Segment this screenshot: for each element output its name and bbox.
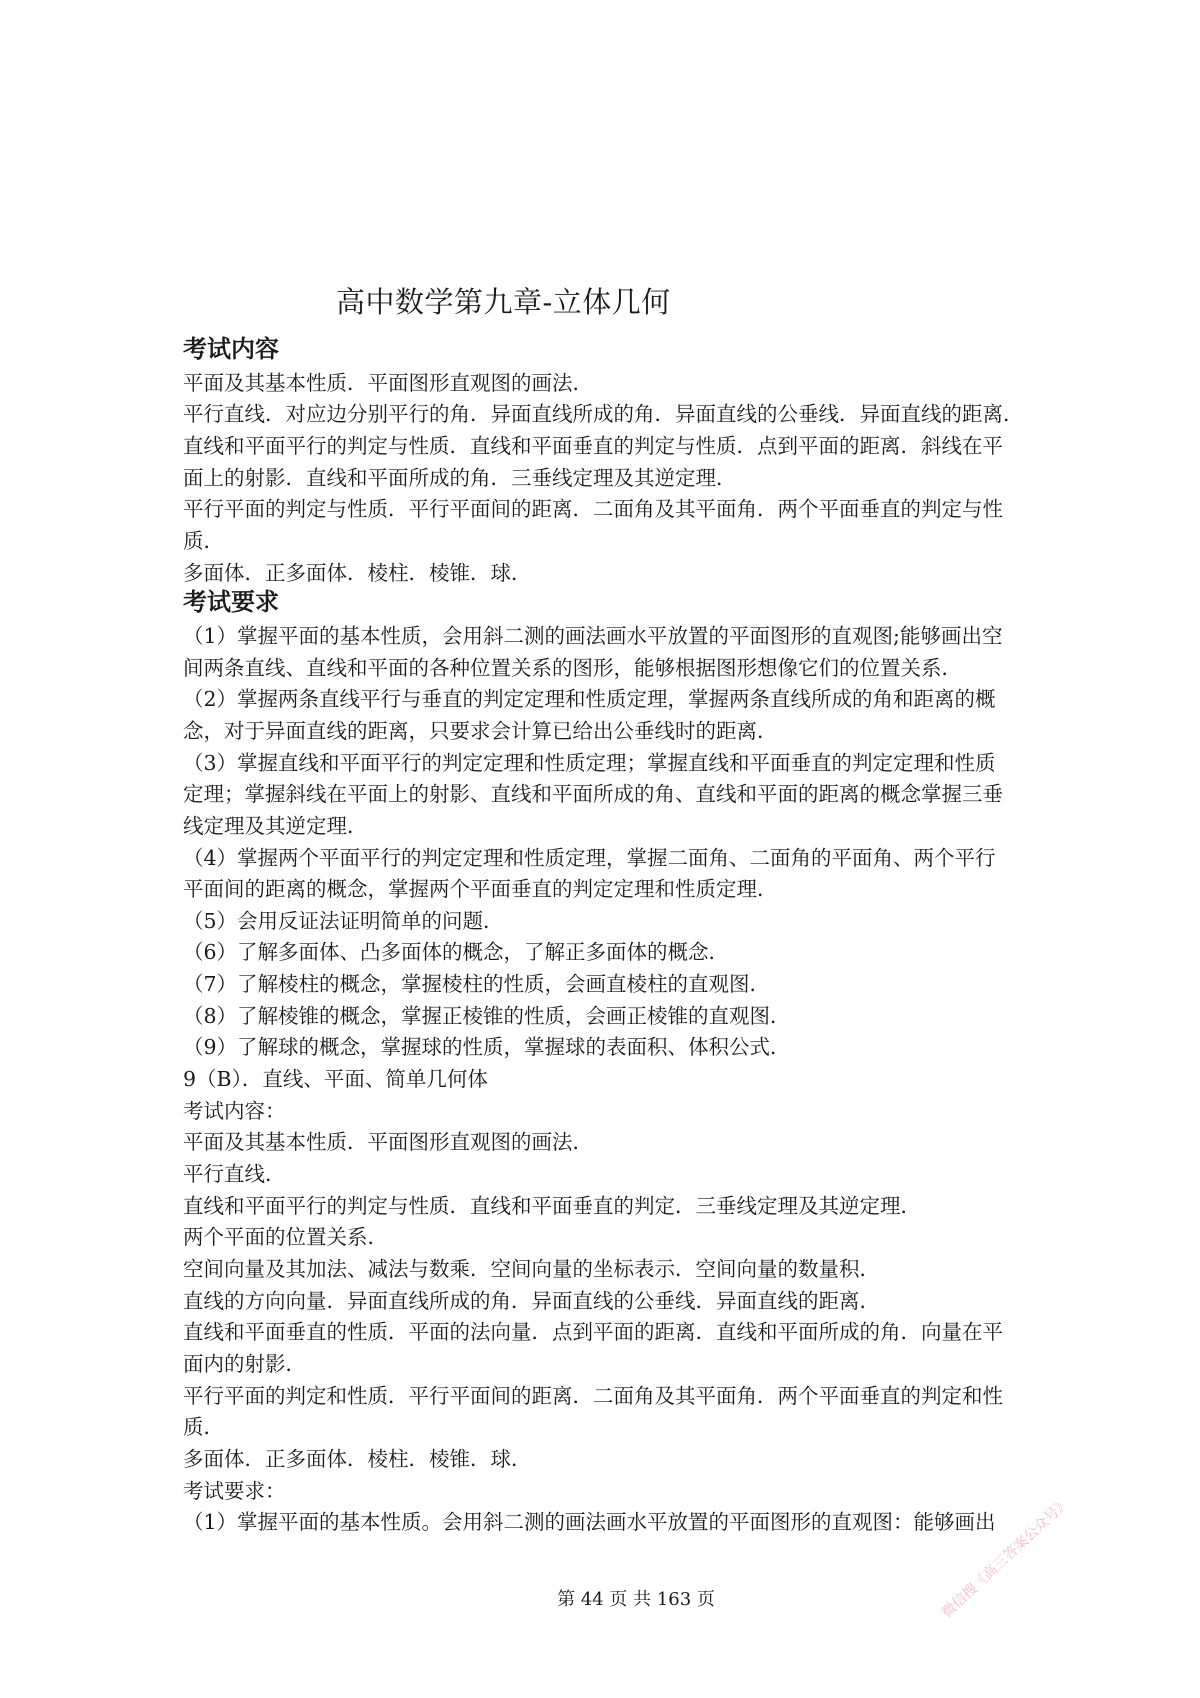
text-line: 平面及其基本性质．平面图形直观图的画法． (183, 370, 593, 395)
section-subtitle: 9（B）．直线、平面、简单几何体 (183, 1067, 488, 1092)
text-line: 质． (183, 528, 224, 553)
text-line: 多面体．正多面体．棱柱．棱锥．球． (183, 560, 532, 585)
requirement-line: （8）了解棱锥的概念，掌握正棱锥的性质，会画正棱锥的直观图． (183, 1003, 791, 1028)
requirement-line: 平面间的距离的概念，掌握两个平面垂直的判定定理和性质定理． (183, 877, 778, 902)
requirement-line: 间两条直线、直线和平面的各种位置关系的图形，能够根据图形想像它们的位置关系． (183, 655, 962, 680)
requirement-line: 线定理及其逆定理． (183, 813, 368, 838)
requirement-line: （9）了解球的概念，掌握球的性质，掌握球的表面积、体积公式． (183, 1035, 791, 1060)
requirement-line: （3）掌握直线和平面平行的判定定理和性质定理；掌握直线和平面垂直的判定定理和性质 (183, 750, 996, 775)
text-line: 空间向量及其加法、减法与数乘．空间向量的坐标表示．空间向量的数量积． (183, 1257, 880, 1282)
text-line: 直线和平面平行的判定与性质．直线和平面垂直的判定与性质．点到平面的距离．斜线在平 (183, 433, 1003, 458)
requirement-line: （1）掌握平面的基本性质，会用斜二测的画法画水平放置的平面图形的直观图;能够画出空 (183, 623, 1003, 648)
text-line: 两个平面的位置关系． (183, 1225, 388, 1250)
text-line: 质． (183, 1415, 224, 1440)
requirement-line: （1）掌握平面的基本性质。会用斜二测的画法画水平放置的平面图形的直观图：能够画出 (183, 1510, 996, 1535)
text-line: 面内的射影． (183, 1352, 306, 1376)
text-line: 平行直线． (183, 1162, 286, 1187)
exam-content-label: 考试内容： (183, 1098, 286, 1123)
exam-content-heading: 考试内容 (183, 334, 279, 363)
exam-requirements-heading: 考试要求 (183, 587, 279, 617)
requirement-line: 念，对于异面直线的距离，只要求会计算已给出公垂线时的距离． (183, 718, 778, 743)
text-line: 平行直线．对应边分别平行的角．异面直线所成的角．异面直线的公垂线．异面直线的距离． (183, 402, 1024, 427)
page-number-footer: 第 44 页 共 163 页 (557, 1589, 715, 1610)
text-line: 多面体．正多面体．棱柱．棱锥．球． (183, 1446, 532, 1471)
text-line: 平行平面的判定与性质．平行平面间的距离．二面角及其平面角．两个平面垂直的判定与性 (183, 497, 1003, 522)
requirement-line: （4）掌握两个平面平行的判定定理和性质定理，掌握二面角、二面角的平面角、两个平行 (183, 845, 996, 870)
page-title: 高中数学第九章-立体几何 (336, 285, 671, 319)
watermark: 微信搜《高三答案公众号》 (939, 1494, 1073, 1622)
text-line: 直线的方向向量．异面直线所成的角．异面直线的公垂线．异面直线的距离． (183, 1288, 880, 1313)
requirement-line: 定理；掌握斜线在平面上的射影、直线和平面所成的角、直线和平面的距离的概念掌握三垂 (183, 782, 1003, 807)
text-line: 直线和平面平行的判定与性质．直线和平面垂直的判定．三垂线定理及其逆定理． (183, 1193, 921, 1218)
document-body (183, 336, 1063, 1539)
text-line: 平面及其基本性质．平面图形直观图的画法． (183, 1130, 593, 1155)
requirement-line: （2）掌握两条直线平行与垂直的判定定理和性质定理，掌握两条直线所成的角和距离的概 (183, 687, 996, 712)
requirement-line: （7）了解棱柱的概念，掌握棱柱的性质，会画直棱柱的直观图． (183, 972, 771, 997)
text-line: 直线和平面垂直的性质．平面的法向量．点到平面的距离．直线和平面所成的角．向量在平 (183, 1320, 1003, 1345)
exam-requirements-label: 考试要求： (183, 1478, 286, 1503)
text-line: 平行平面的判定和性质．平行平面间的距离．二面角及其平面角．两个平面垂直的判定和性 (183, 1383, 1003, 1408)
requirement-line: （6）了解多面体、凸多面体的概念，了解正多面体的概念． (183, 940, 730, 965)
requirement-line: （5）会用反证法证明简单的问题． (183, 908, 504, 933)
text-line: 面上的射影．直线和平面所成的角．三垂线定理及其逆定理． (183, 465, 737, 490)
